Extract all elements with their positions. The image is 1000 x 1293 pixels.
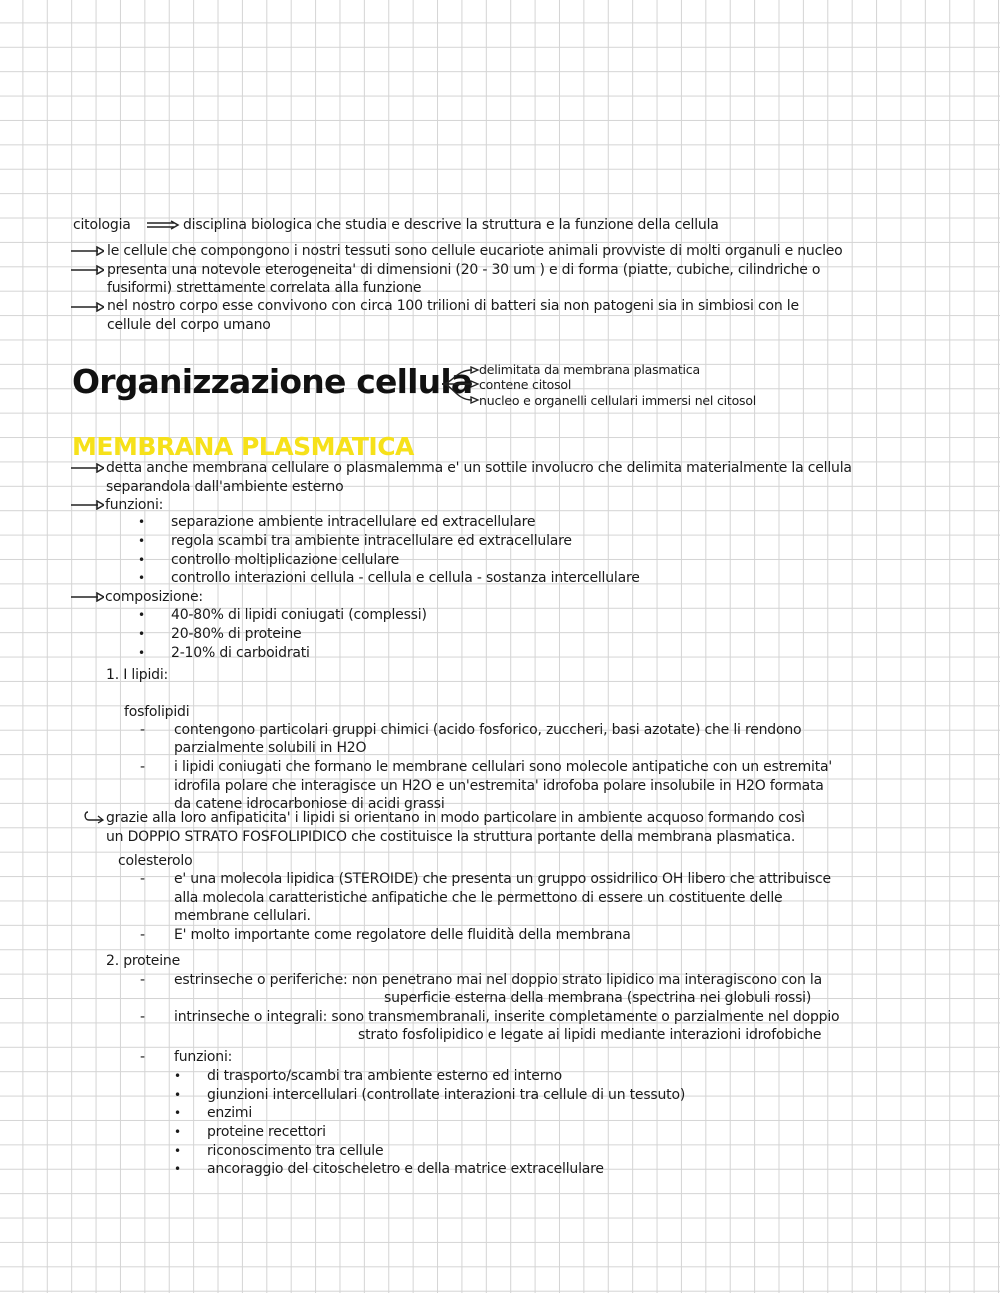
organizzazione-item: nucleo e organelli cellulari immersi nel citosol (479, 393, 757, 408)
bullet-icon: • (174, 1088, 182, 1102)
intro-point-cont: fusiformi) strettamente correlata alla funzione (107, 280, 422, 296)
bullet-icon: • (174, 1144, 182, 1158)
bullet-icon: • (174, 1069, 182, 1083)
bullet-icon: • (138, 627, 146, 641)
dash-icon: - (140, 1049, 146, 1065)
colesterolo-text: E' molto importante come regolatore delle fluidità della membrana (174, 927, 631, 943)
proteine-funzione-item: enzimi (207, 1105, 253, 1121)
estrinseche-text: superficie esterna della membrana (spectrina nei globuli rossi) (384, 990, 812, 1006)
page-title: Organizzazione cellula (72, 362, 473, 401)
funzione-item: separazione ambiente intracellulare ed extracellulare (171, 514, 536, 530)
membrana-definition-cont: separandola dall'ambiente esterno (106, 479, 344, 495)
bullet-icon: • (174, 1106, 182, 1120)
fosfolipidi-text: parzialmente solubili in H2O (174, 740, 367, 756)
grazie-text: grazie alla loro anfipaticita' i lipidi si orientano in modo particolare in ambiente acquoso formando così (106, 810, 805, 826)
proteine-funzione-item: ancoraggio del citoscheletro e della matrice extracellulare (207, 1161, 604, 1177)
arrow-icon (70, 463, 104, 473)
bullet-icon: • (138, 571, 146, 585)
bullet-icon: • (174, 1162, 182, 1176)
proteine-funzione-item: riconoscimento tra cellule (207, 1143, 384, 1159)
funzione-item: regola scambi tra ambiente intracellulare ed extracellulare (171, 533, 572, 549)
citologia-definition: disciplina biologica che studia e descrive la struttura e la funzione della cellula (183, 217, 719, 233)
colesterolo-text: e' una molecola lipidica (STEROIDE) che presenta un gruppo ossidrilico OH libero che attribuisce (174, 871, 831, 887)
proteine-funzioni-label: funzioni: (174, 1049, 233, 1065)
funzione-item: controllo interazioni cellula - cellula e cellula - sostanza intercellulare (171, 570, 640, 586)
fosfolipidi-text: idrofila polare che interagisce un H2O e un'estremita' idrofoba polare insolubile in H2O formata (174, 778, 824, 794)
fosfolipidi-text: da catene idrocarboniose di acidi grassi (174, 796, 445, 812)
intro-point: presenta una notevole eterogeneita' di dimensioni (20 - 30 um ) e di forma (piatte, cubiche, cilindriche o (107, 262, 821, 278)
intro-point-cont: cellule del corpo umano (107, 317, 271, 333)
colesterolo-text: membrane cellulari. (174, 908, 311, 924)
grazie-text: un DOPPIO STRATO FOSFOLIPIDICO che costituisce la struttura portante della membrana plasmatica. (106, 829, 796, 845)
proteine-heading: 2. proteine (106, 953, 180, 969)
organizzazione-item: delimitata da membrana plasmatica (479, 362, 700, 377)
bullet-icon: • (138, 553, 146, 567)
arrow-icon (70, 246, 104, 256)
proteine-funzione-item: proteine recettori (207, 1124, 326, 1140)
citologia-term: citologia (73, 217, 131, 233)
arrow-icon (70, 265, 104, 275)
arrow-icon (70, 500, 104, 510)
dash-icon: - (140, 722, 146, 738)
fosfolipidi-text: contengono particolari gruppi chimici (acido fosforico, zuccheri, basi azotate) che li rendono (174, 722, 802, 738)
estrinseche-text: estrinseche o periferiche: non penetrano mai nel doppio strato lipidico ma interagiscono con la (174, 972, 822, 988)
bullet-icon: • (138, 646, 146, 660)
lipidi-heading: 1. I lipidi: (106, 667, 169, 683)
colesterolo-text: alla molecola caratteristiche anfipatiche che le permettono di essere un costituente delle (174, 890, 783, 906)
intro-point: nel nostro corpo esse convivono con circa 100 trilioni di batteri sia non patogeni sia in simbiosi con le (107, 298, 799, 314)
composizione-item: 20-80% di proteine (171, 626, 302, 642)
bullet-icon: • (138, 515, 146, 529)
dash-icon: - (140, 871, 146, 887)
proteine-funzione-item: giunzioni intercellulari (controllate interazioni tra cellule di un tessuto) (207, 1087, 686, 1103)
membrana-definition: detta anche membrana cellulare o plasmalemma e' un sottile involucro che delimita materialmente la cellula (106, 460, 852, 476)
dash-icon: - (140, 759, 146, 775)
funzioni-label: funzioni: (105, 497, 164, 513)
organizzazione-item: contene citosol (479, 377, 572, 392)
composizione-label: composizione: (105, 589, 203, 605)
dash-icon: - (140, 1009, 146, 1025)
intro-point: le cellule che compongono i nostri tessuti sono cellule eucariote animali provviste di molti organuli e nucleo (107, 243, 843, 259)
colesterolo-label: colesterolo (118, 853, 193, 869)
section-heading: MEMBRANA PLASMATICA (72, 432, 414, 461)
arrow-icon (70, 302, 104, 312)
branch-arrows-icon (440, 366, 480, 406)
bullet-icon: • (174, 1125, 182, 1139)
intrinseche-text: intrinseche o integrali: sono transmembranali, inserite completamente o parzialmente nel doppio (174, 1009, 840, 1025)
dash-icon: - (140, 927, 146, 943)
bullet-icon: • (138, 608, 146, 622)
fosfolipidi-text: i lipidi coniugati che formano le membrane cellulari sono molecole antipatiche con un estremita' (174, 759, 833, 775)
bullet-icon: • (138, 534, 146, 548)
intrinseche-text: strato fosfolipidico e legate ai lipidi mediante interazioni idrofobiche (358, 1027, 822, 1043)
fosfolipidi-label: fosfolipidi (124, 704, 190, 720)
proteine-funzione-item: di trasporto/scambi tra ambiente esterno ed interno (207, 1068, 563, 1084)
hook-arrow-icon (82, 810, 106, 824)
composizione-item: 40-80% di lipidi coniugati (complessi) (171, 607, 427, 623)
funzione-item: controllo moltiplicazione cellulare (171, 552, 400, 568)
arrow-icon (70, 592, 104, 602)
composizione-item: 2-10% di carboidrati (171, 645, 310, 661)
dash-icon: - (140, 972, 146, 988)
double-arrow-icon (146, 220, 180, 230)
